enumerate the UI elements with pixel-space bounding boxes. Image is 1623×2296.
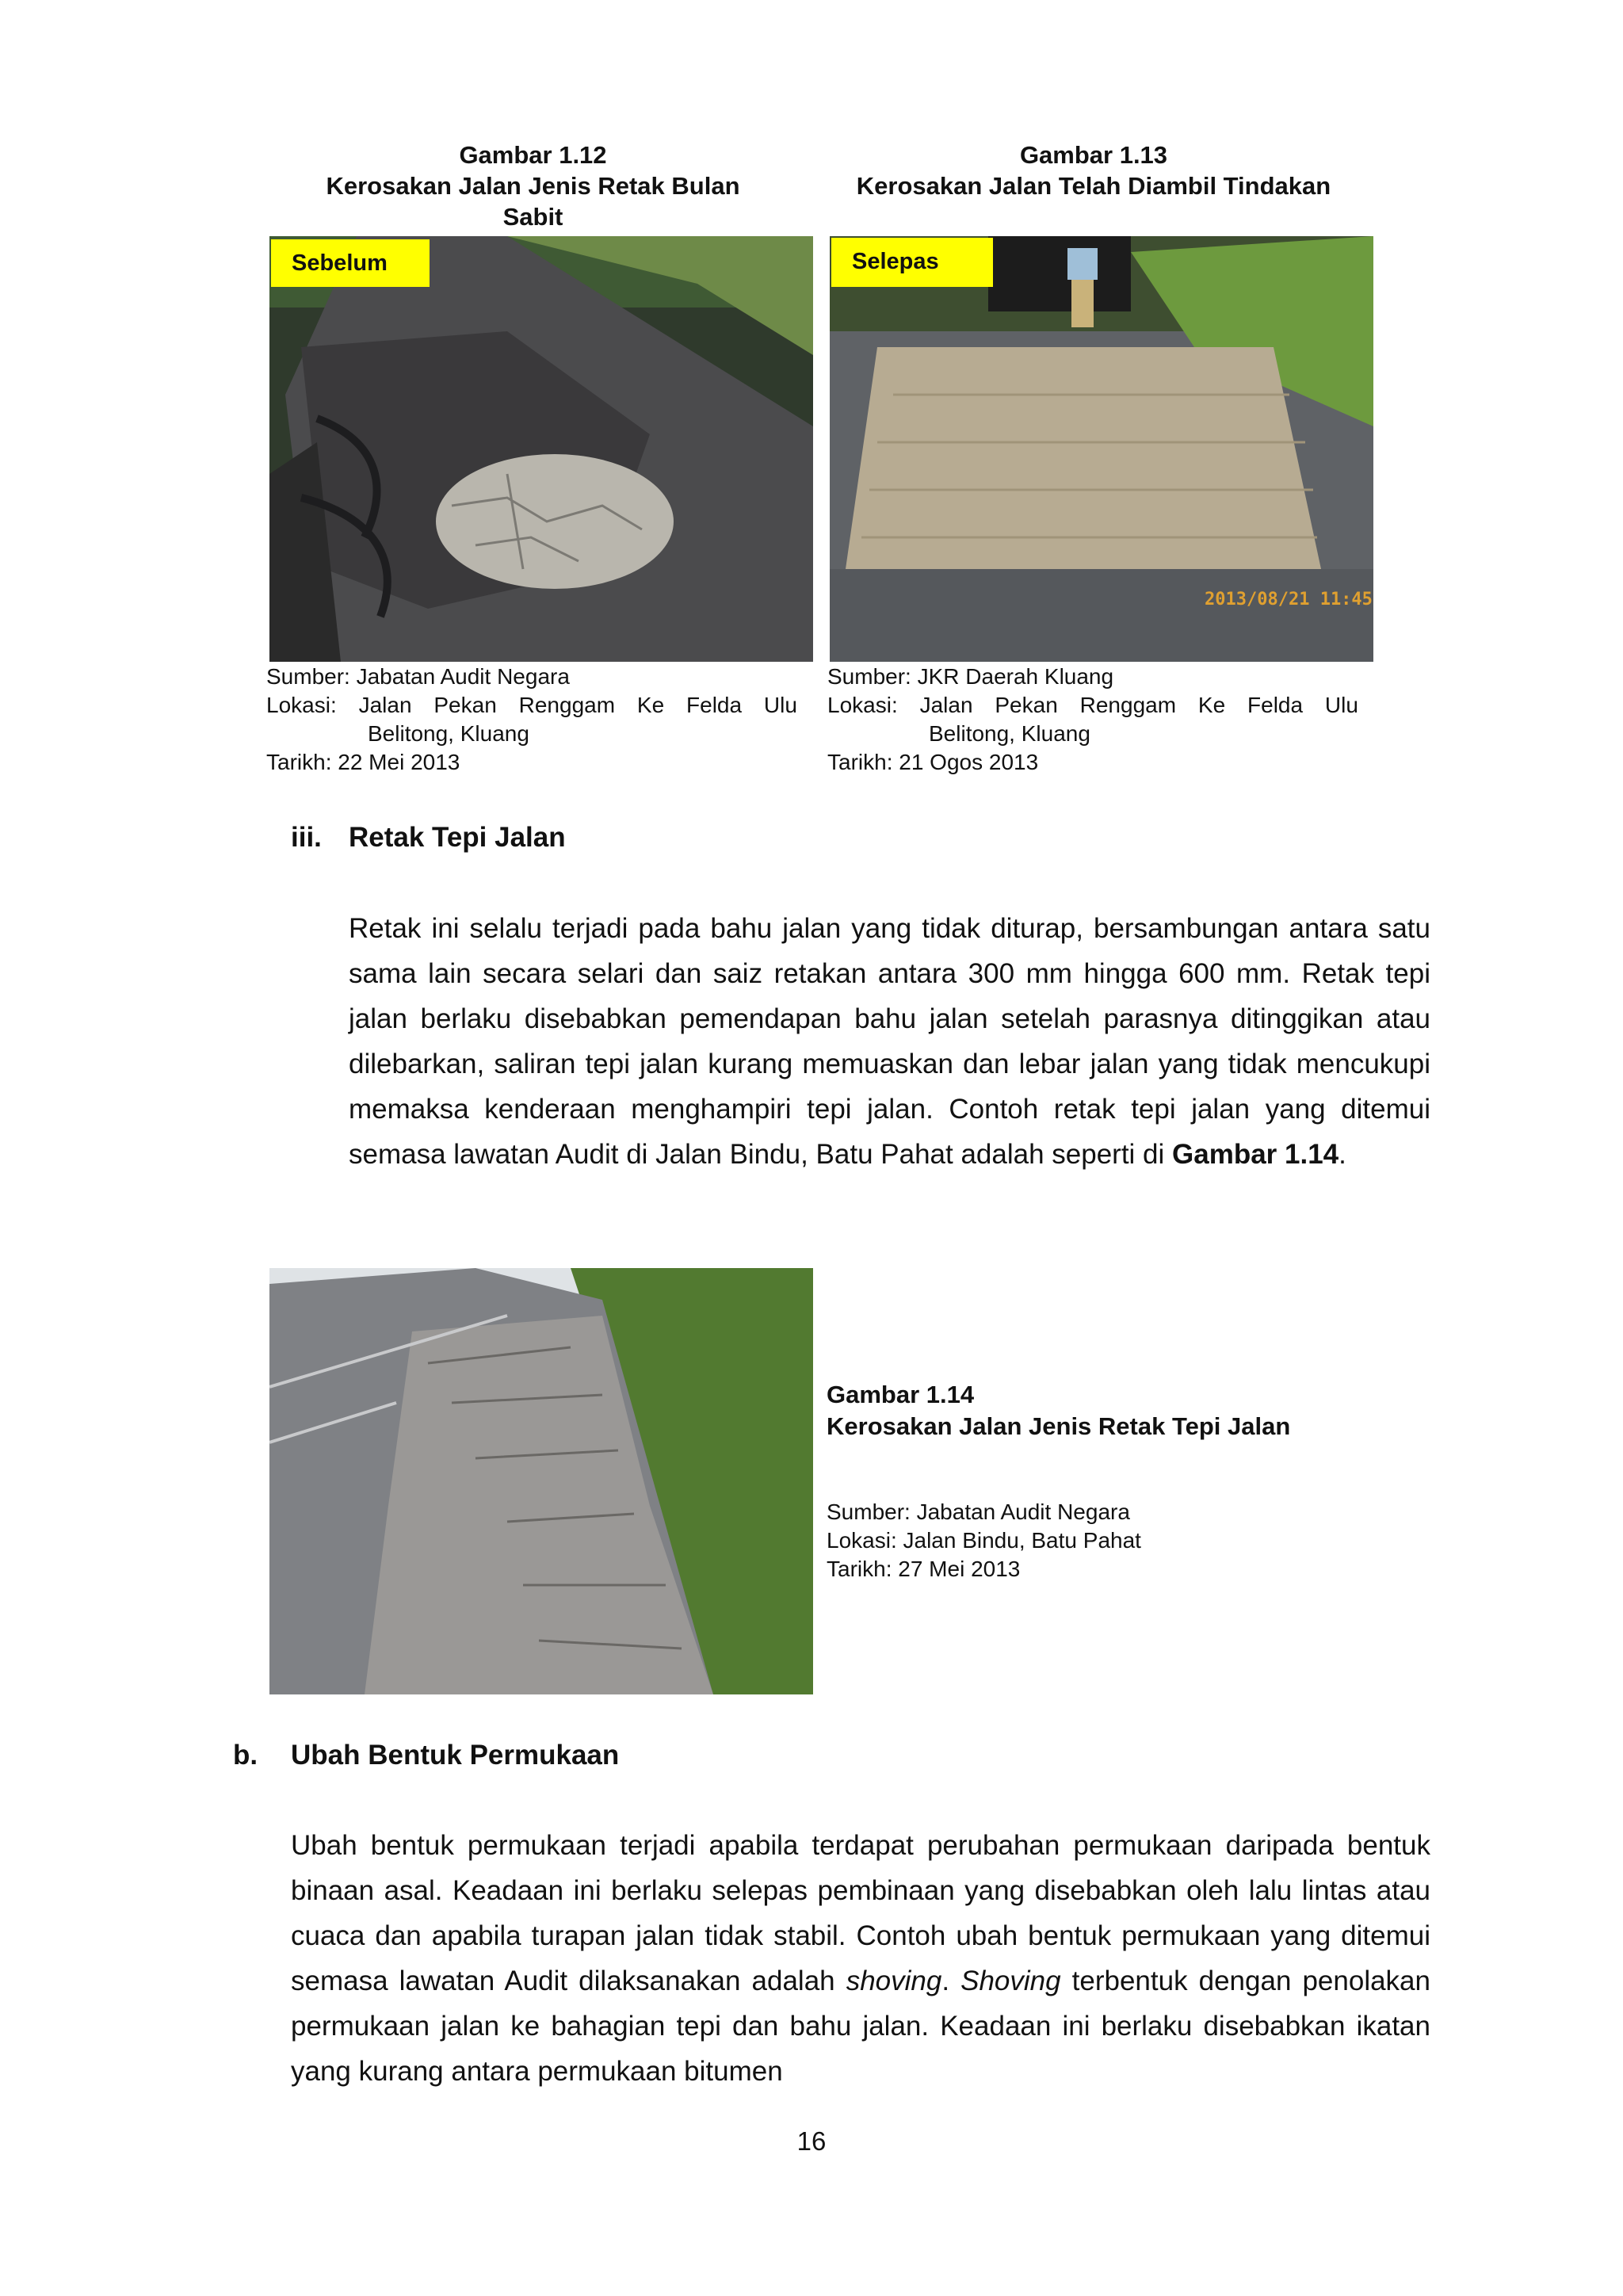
before-tag: Sebelum	[271, 239, 430, 287]
photo-road-crescent-crack	[269, 236, 813, 662]
date-line: Tarikh: 22 Mei 2013	[266, 750, 460, 774]
location-line-cont: Belitong, Kluang	[368, 721, 529, 746]
figure-1-14-caption	[827, 1379, 1413, 1442]
page-number: 16	[796, 2126, 827, 2156]
figure-1-14-source	[827, 1498, 1413, 1584]
section-b-letter: b.	[233, 1740, 258, 1771]
section-iii-numeral: iii.	[291, 822, 322, 853]
location-line: Lokasi: Jalan Bindu, Batu Pahat	[827, 1528, 1141, 1553]
photo-timestamp: 2013/08/21 11:45	[1205, 590, 1373, 609]
section-b-paragraph: Ubah bentuk permukaan terjadi apabila terdapat perubahan permukaan daripada bentuk binaan asal. Keadaan ini berlaku selepas pembinaan yang disebabkan oleh lalu lintas atau cuaca dan apabila turapan jalan tidak stabil. Contoh ubah bentuk permukaan yang ditemui semasa lawatan Audit dilaksanakan adalah shoving. Shoving terbentuk dengan penolakan permukaan jalan ke bahagian tepi dan bahu jalan. Keadaan ini berlaku disebabkan ikatan yang kurang antara permukaan bitumen	[291, 1830, 1430, 2087]
source-line: Sumber: Jabatan Audit Negara	[266, 664, 570, 689]
source-line: Sumber: Jabatan Audit Negara	[827, 1499, 1130, 1524]
section-iii-paragraph: Retak ini selalu terjadi pada bahu jalan yang tidak diturap, bersambungan antara satu sama lain secara selari dan saiz retakan antara 300 mm hingga 600 mm. Retak tepi jalan berlaku disebabkan pemendapan bahu jalan setelah parasnya ditinggikan atau dilebarkan, saliran tepi jalan kurang memuaskan dan lebar jalan yang tidak mencukupi memaksa kenderaan menghampiri tepi jalan. Contoh retak tepi jalan yang ditemui semasa lawatan Audit di Jalan Bindu, Batu Pahat adalah seperti di Gambar 1.14.	[349, 913, 1430, 1170]
figure-1-13-source	[827, 663, 1358, 777]
figure-1-13-title: Kerosakan Jalan Telah Diambil Tindakan	[856, 172, 1331, 200]
figure-1-12-caption	[269, 139, 796, 232]
source-line: Sumber: JKR Daerah Kluang	[827, 664, 1114, 689]
after-tag: Selepas	[831, 238, 993, 287]
figure-1-12-source	[266, 663, 797, 777]
figure-1-12-title-cont: Sabit	[502, 203, 563, 231]
figure-1-13-number: Gambar 1.13	[1019, 141, 1168, 169]
figure-1-14-number: Gambar 1.14	[827, 1381, 975, 1408]
figure-1-14-title: Kerosakan Jalan Jenis Retak Tepi Jalan	[827, 1412, 1291, 1440]
figure-1-12-number: Gambar 1.12	[459, 141, 607, 169]
location-line: Lokasi: Jalan Pekan Renggam Ke Felda Ulu	[266, 693, 797, 717]
figure-1-14-reference: Gambar 1.14	[1172, 1139, 1339, 1170]
figure-1-13-caption	[816, 139, 1371, 201]
section-iii-heading: Retak Tepi Jalan	[349, 822, 566, 853]
date-line: Tarikh: 21 Ogos 2013	[827, 750, 1039, 774]
photo-road-edge-crack	[269, 1268, 813, 1694]
date-line: Tarikh: 27 Mei 2013	[827, 1557, 1021, 1581]
figure-1-12-title: Kerosakan Jalan Jenis Retak Bulan	[326, 172, 740, 200]
location-line-cont: Belitong, Kluang	[929, 721, 1090, 746]
location-line: Lokasi: Jalan Pekan Renggam Ke Felda Ulu	[827, 693, 1358, 717]
section-b-heading: Ubah Bentuk Permukaan	[291, 1740, 620, 1771]
